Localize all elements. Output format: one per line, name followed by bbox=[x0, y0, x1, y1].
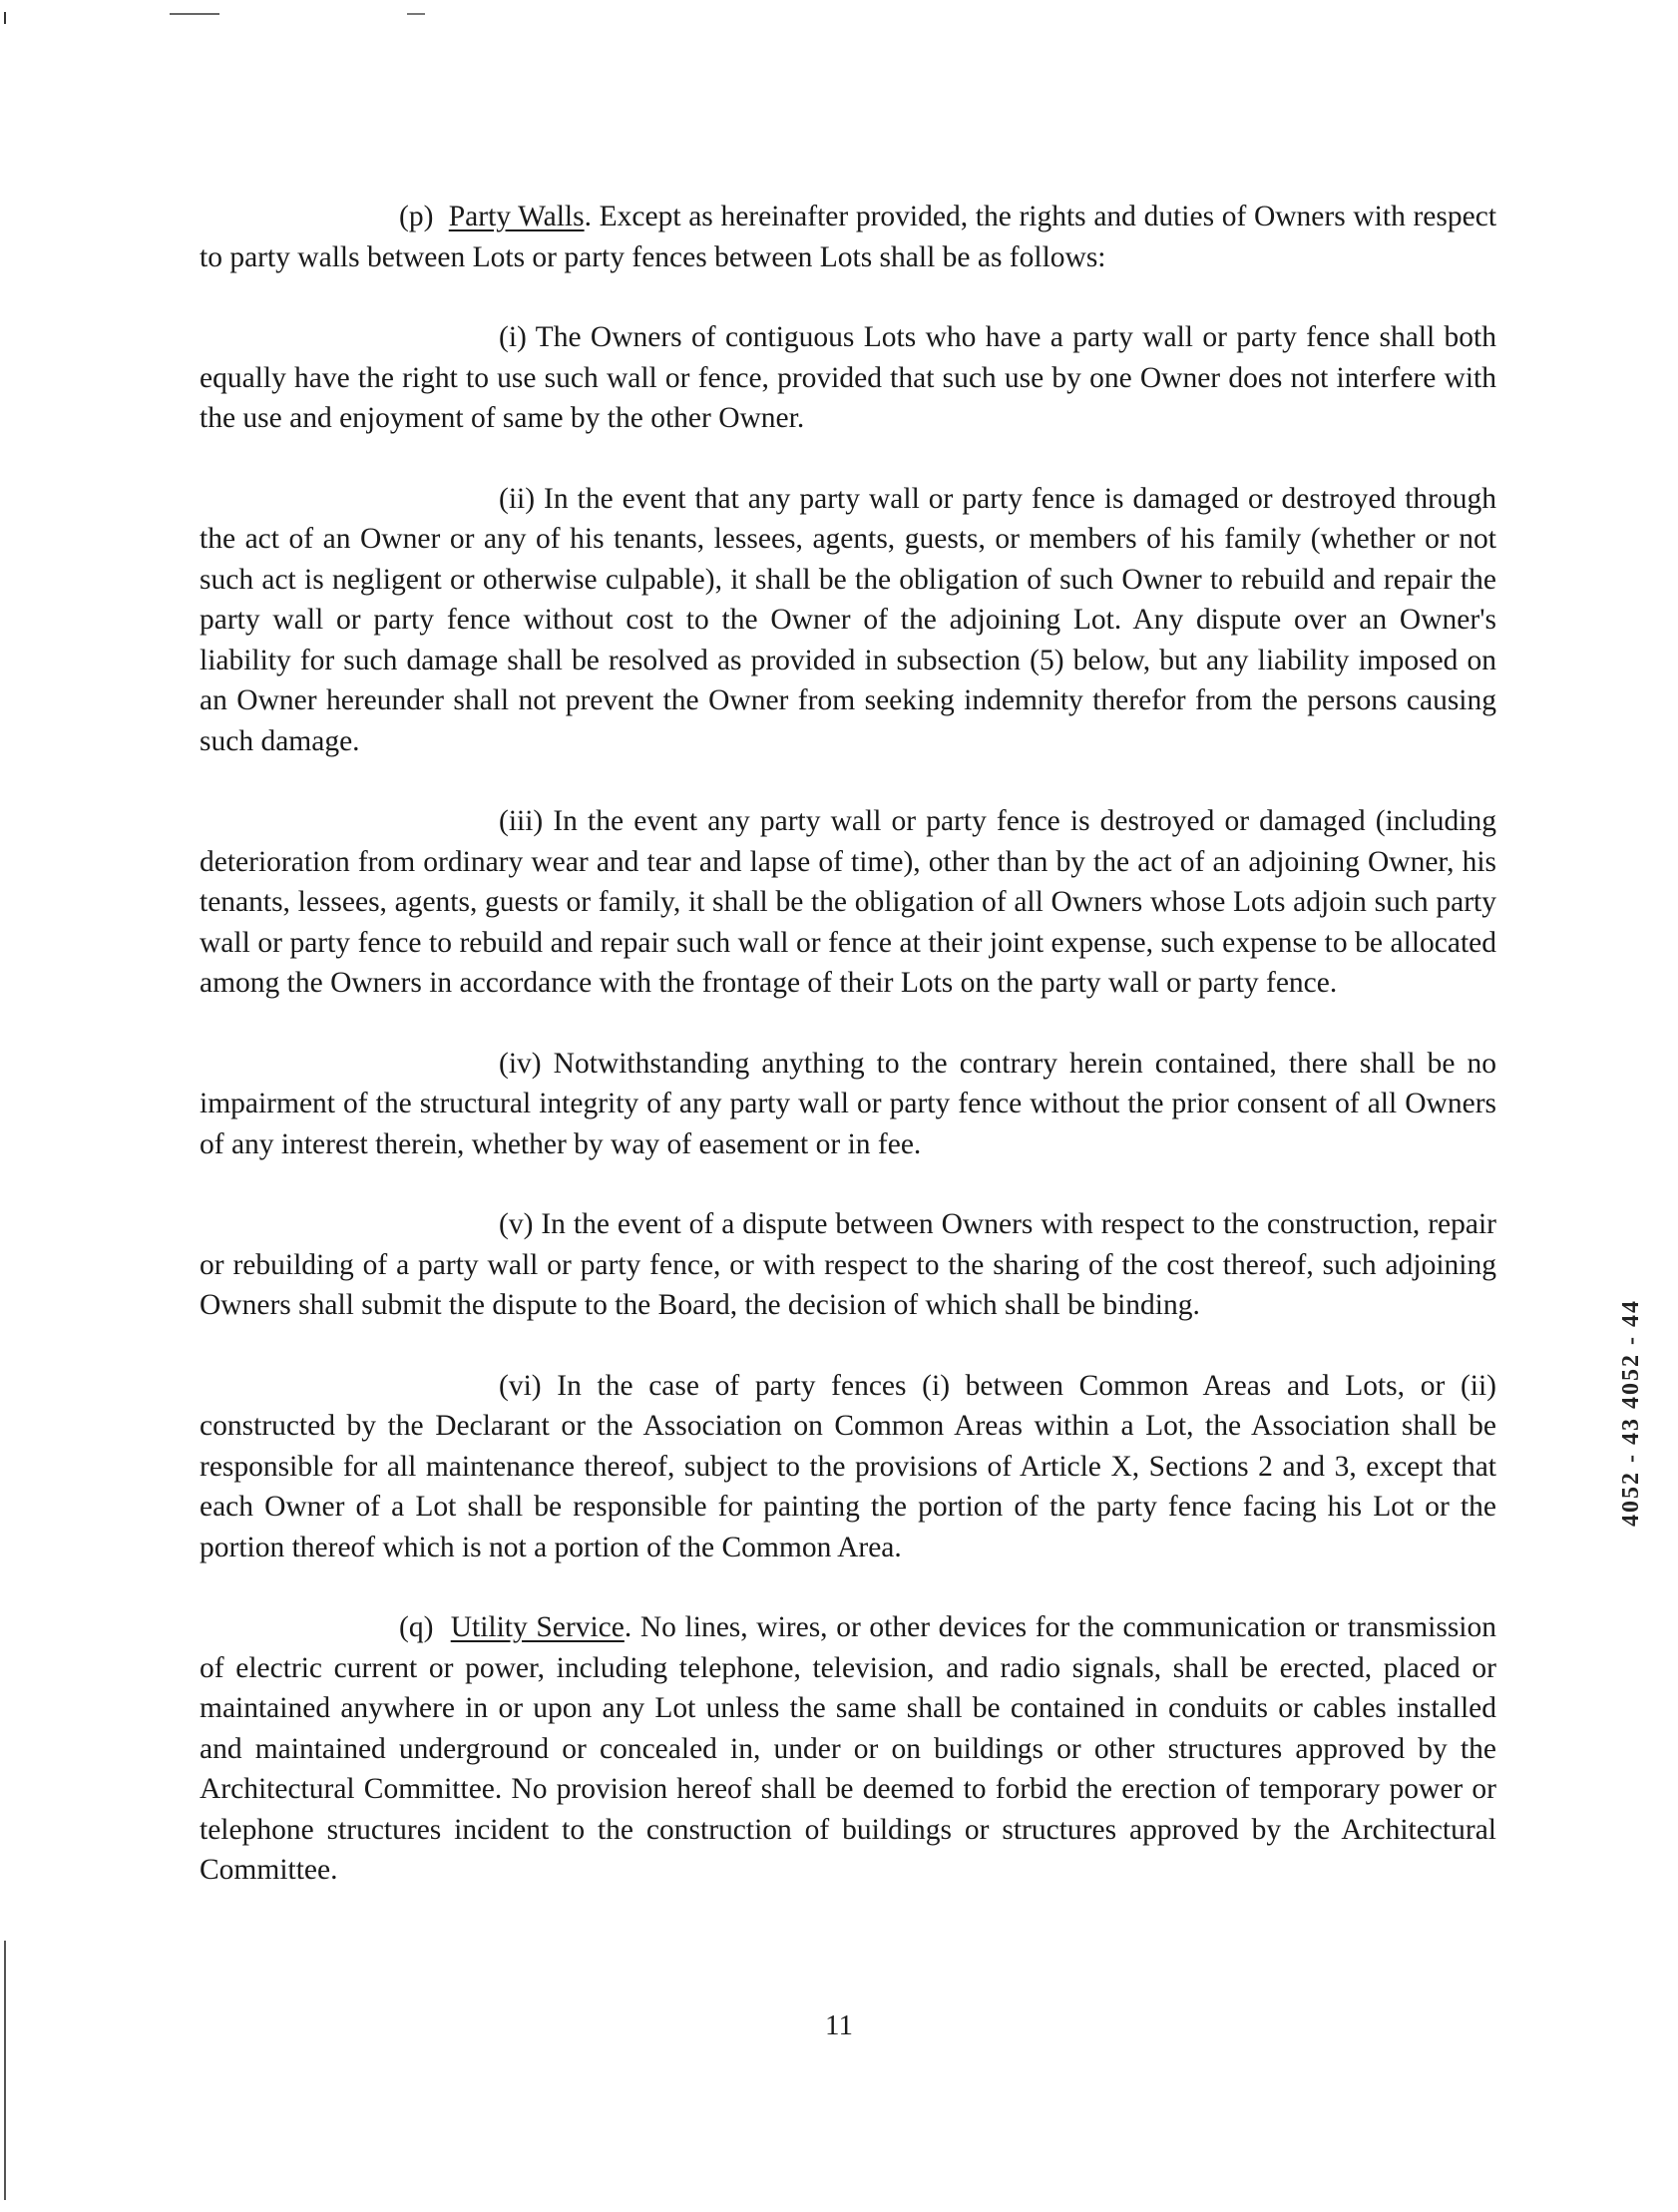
scan-mark-top-2 bbox=[407, 13, 425, 15]
clause-text: Notwithstanding anything to the contrary herein contained, there shall be no impairment of the structural integrity of any party wall or party fence without the prior consent of all Owners of any interest therein, whether by way of easement or in fee. bbox=[200, 1047, 1496, 1160]
subsection-p-label: (p) bbox=[399, 201, 434, 232]
recording-stamp bbox=[1608, 1167, 1658, 1527]
document-body bbox=[200, 197, 1496, 1931]
clause-text: The Owners of contiguous Lots who have a party wall or party fence shall both equally have the right to use such wall or fence, provided that such use by one Owner does not interfere with the use and enjoyment of same by the other Owner. bbox=[200, 321, 1496, 434]
clause-number: (v) bbox=[499, 1208, 534, 1240]
page-number: 11 bbox=[825, 2009, 853, 2041]
clause-number: (iii) bbox=[499, 805, 544, 837]
scan-mark-left-edge bbox=[4, 1941, 6, 2200]
recording-stamp-text: 4052 - 43 4052 - 44 bbox=[1618, 1299, 1644, 1527]
clause-text: In the event any party wall or party fence is destroyed or damaged (including deterioration from ordinary wear and tear and lapse of time), other than by the act of an adjoining Owner, his tenants, lessees, agents, guests or family, it shall be the obligation of all Owners whose Lots adjoin such party wall or party fence to rebuild and repair such wall or fence at their joint expense, such expense to be allocated among the Owners in accordance with the frontage of their Lots on the party wall or party fence. bbox=[200, 805, 1496, 999]
clause-v bbox=[200, 1204, 1496, 1326]
subsection-q-label: (q) bbox=[399, 1611, 434, 1643]
clause-number: (i) bbox=[499, 321, 527, 353]
subsection-q-heading: Utility Service bbox=[450, 1611, 625, 1643]
subsection-q bbox=[200, 1607, 1496, 1891]
subsection-p-intro bbox=[200, 197, 1496, 277]
clause-text: In the event that any party wall or party fence is damaged or destroyed through the act of an Owner or any of his tenants, lessees, agents, guests, or members of his family (whether or not such act is negligent or otherwise culpable), it shall be the obligation of such Owner to rebuild and repair the party wall or party fence without cost to the Owner of the adjoining Lot. Any dispute over an Owner's liability for such damage shall be resolved as provided in subsection (5) below, but any liability imposed on an Owner hereunder shall not prevent the Owner from seeking indemnity therefor from the persons causing such damage. bbox=[200, 482, 1496, 757]
scan-mark-top bbox=[170, 13, 219, 15]
clause-text: In the case of party fences (i) between Common Areas and Lots, or (ii) constructed by the Declarant or the Association on Common Areas within a Lot, the Association shall be responsible for all maintenance thereof, subject to the provisions of Article X, Sections 2 and 3, except that each Owner of a Lot shall be responsible for painting the portion of the party fence facing his Lot or the portion thereof which is not a portion of the Common Area. bbox=[200, 1369, 1496, 1563]
clause-vi bbox=[200, 1366, 1496, 1568]
clause-i bbox=[200, 317, 1496, 439]
subsection-q-text: . No lines, wires, or other devices for the communication or transmission of electric current or power, including telephone, television, and radio signals, shall be erected, placed or maintained anywhere in or upon any Lot unless the same shall be contained in conduits or cables installed and maintained underground or concealed in, under or on buildings or other structures approved by the Architectural Committee. No provision hereof shall be deemed to forbid the erection of temporary power or telephone structures incident to the construction of buildings or structures approved by the Architectural Committee. bbox=[200, 1611, 1497, 1886]
clause-number: (vi) bbox=[499, 1369, 542, 1402]
clause-iv bbox=[200, 1044, 1496, 1165]
clause-number: (ii) bbox=[499, 482, 536, 515]
clause-ii bbox=[200, 479, 1496, 762]
scan-mark-top-left bbox=[4, 12, 6, 24]
subsection-p-intro-text: . Except as hereinafter provided, the rights and duties of Owners with respect to party walls between Lots or party fences between Lots shall be as follows: bbox=[200, 201, 1497, 273]
clause-iii bbox=[200, 801, 1496, 1004]
clause-number: (iv) bbox=[499, 1047, 542, 1080]
clause-text: In the event of a dispute between Owners with respect to the construction, repair or rebuilding of a party wall or party fence, or with respect to the sharing of the cost thereof, such adjoining Owners shall submit the dispute to the Board, the decision of which shall be binding. bbox=[200, 1208, 1496, 1321]
subsection-p-heading: Party Walls bbox=[448, 201, 585, 232]
